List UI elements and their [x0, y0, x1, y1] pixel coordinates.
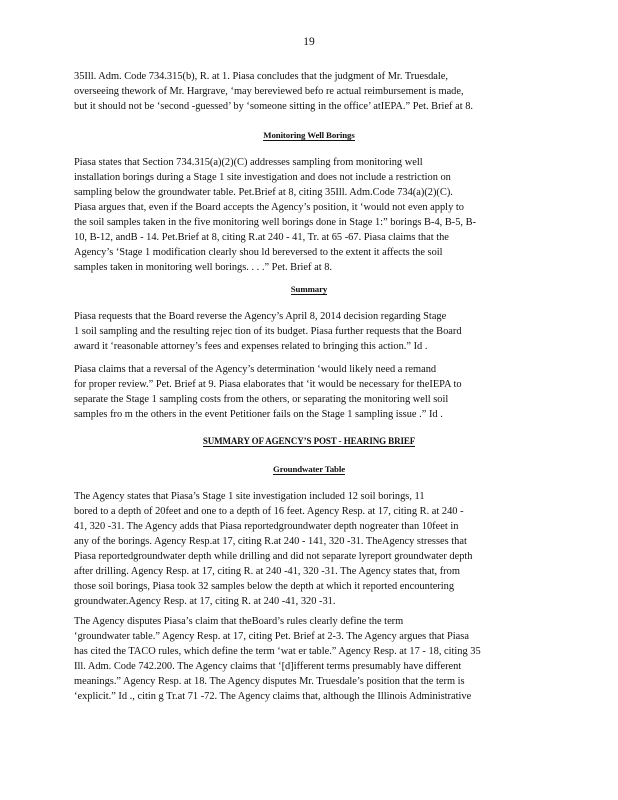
text-line: those soil borings, Piasa took 32 samples below the depth at which it reported encountering [74, 581, 455, 592]
text-line: has cited the TACO rules, which define the term ‘wat er table.” Agency Resp. at 17 - 18, citing 35 [74, 646, 481, 657]
text-line: Piasa states that Section 734.315(a)(2)(C) addresses sampling from monitoring well [74, 157, 423, 168]
text-line: 35Ill. Adm. Code 734.315(b), R. at 1. Piasa concludes that the judgment of Mr. Truesdale, [74, 71, 449, 82]
text-line: for proper review.” Pet. Brief at 9. Piasa elaborates that ‘it would be necessary for theIEPA to [74, 379, 462, 390]
text-line: separate the Stage 1 sampling costs from the others, or separating the monitoring well soil [74, 394, 449, 405]
text-line: samples fro m the others in the event Petitioner fails on the Stage 1 sampling issue .” Id . [74, 409, 443, 420]
text-line: ‘groundwater table.” Agency Resp. at 17, citing Pet. Brief at 2-3. The Agency argues that Piasa [74, 631, 469, 642]
text-line: sampling below the groundwater table. Pet.Brief at 8, citing 35Ill. Adm.Code 734(a)(2)(C). [74, 187, 453, 198]
text-line: 41, 320 -31. The Agency adds that Piasa reportedgroundwater depth nogreater than 10feet in [74, 521, 459, 532]
text-line: The Agency disputes Piasa’s claim that theBoard’s rules clearly define the term [74, 616, 404, 627]
text-line: meanings.” Agency Resp. at 18. The Agency disputes Mr. Truesdale’s position that the term is [74, 676, 465, 687]
text-line: any of the borings. Agency Resp.at 17, citing R.at 240 - 141, 320 -31. TheAgency stresses that [74, 536, 467, 547]
section-heading-text: SUMMARY OF AGENCY’S POST - HEARING BRIEF [202, 436, 416, 446]
section-heading [0, 130, 618, 140]
text-line: but it should not be ‘second -guessed’ by ‘someone sitting in the office’ atIEPA.” Pet. Brief at 8. [74, 101, 473, 112]
paragraph [74, 614, 544, 704]
section-heading-text: Summary [290, 284, 328, 294]
text-line: Piasa reportedgroundwater depth while drilling and did not separate lyreport groundwater depth [74, 551, 473, 562]
text-line: Piasa requests that the Board reverse the Agency’s April 8, 2014 decision regarding Stage [74, 311, 447, 322]
text-line: Agency’s ‘Stage 1 modification clearly shou ld bereversed to the extent it affects the soil [74, 247, 443, 258]
text-line: 10, B-12, andB - 14. Pet.Brief at 8, citing R.at 240 - 41, Tr. at 65 -67. Piasa claims that the [74, 232, 449, 243]
text-line: samples taken in monitoring well borings. . . .” Pet. Brief at 8. [74, 262, 332, 273]
section-heading-text: Monitoring Well Borings [263, 130, 355, 140]
paragraph [74, 309, 544, 354]
text-line: The Agency states that Piasa’s Stage 1 site investigation included 12 soil borings, 11 [74, 491, 425, 502]
text-line: ‘explicit.” Id ., citin g Tr.at 71 -72. The Agency claims that, although the Illinois Administrative [74, 691, 472, 702]
paragraph [74, 489, 544, 609]
text-line: award it ‘reasonable attorney’s fees and expenses related to bringing this action.” Id . [74, 341, 428, 352]
text-line: groundwater.Agency Resp. at 17, citing R. at 240 -41, 320 -31. [74, 596, 336, 607]
text-line: 1 soil sampling and the resulting rejec tion of its budget. Piasa further requests that the Board [74, 326, 462, 337]
text-line: the soil samples taken in the five monitoring well borings done in Stage 1:” borings B-4, B-5, B- [74, 217, 477, 228]
page-number: 19 [303, 36, 315, 48]
paragraph [74, 69, 544, 114]
text-line: after drilling. Agency Resp. at 17, citing R. at 240 -41, 320 -31. The Agency states that, from [74, 566, 460, 577]
paragraph [74, 362, 544, 422]
section-heading-text: Groundwater Table [272, 464, 346, 474]
section-heading [0, 464, 618, 474]
text-line: overseeing thework of Mr. Hargrave, ‘may bereviewed befo re actual reimbursement is made, [74, 86, 464, 97]
text-line: bored to a depth of 20feet and one to a depth of 16 feet. Agency Resp. at 17, citing R. at 240 - [74, 506, 464, 517]
text-line: Ill. Adm. Code 742.200. The Agency claims that ‘[d]ifferent terms presumably have different [74, 661, 462, 672]
section-heading [0, 284, 618, 294]
text-line: Piasa claims that a reversal of the Agency’s determination ‘would likely need a remand [74, 364, 437, 375]
text-line: Piasa argues that, even if the Board accepts the Agency’s position, it ‘would not even apply to [74, 202, 464, 213]
text-line: installation borings during a Stage 1 site investigation and does not include a restriction on [74, 172, 451, 183]
section-heading [0, 436, 618, 446]
paragraph [74, 155, 544, 275]
